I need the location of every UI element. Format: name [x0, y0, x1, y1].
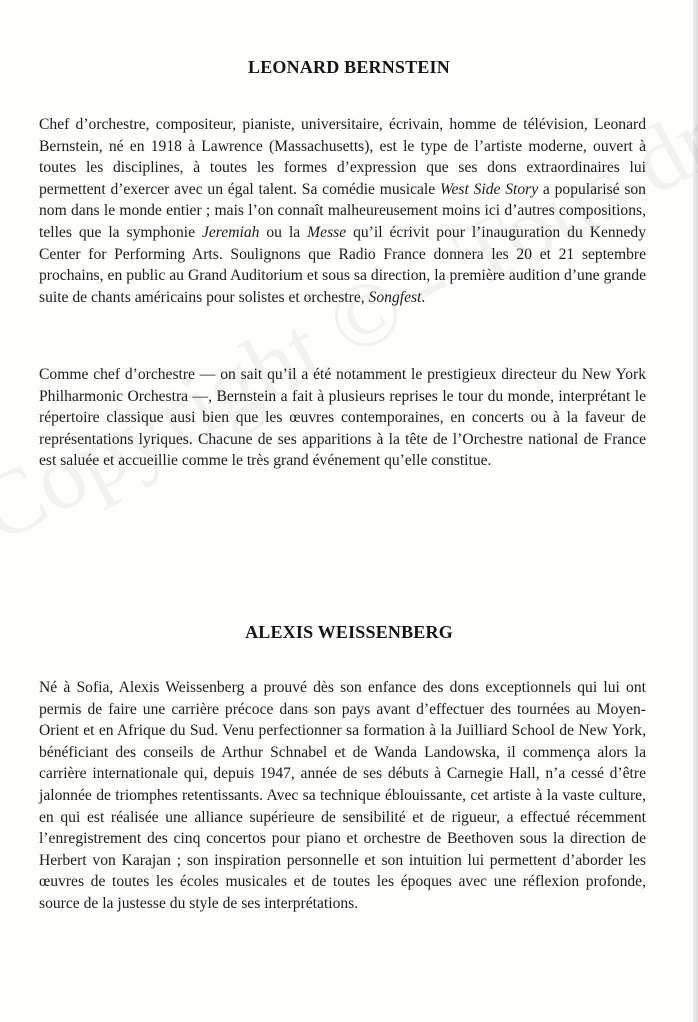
section-title-weissenberg: ALEXIS WEISSENBERG	[245, 622, 453, 642]
section-title-bernstein: LEONARD BERNSTEIN	[248, 57, 450, 77]
paragraph-text: Chef d’orchestre, compositeur, pianiste, universitaire, écrivain, homme de télévision, Leonard Bernstein, né en 1918 à Lawrence (Massachusetts), est le type de l’artiste moderne, ouvert à toutes les disciplines, à toutes les formes d’expression que ses dons extraordinaires lui permettent d’exercer avec un égal talent. Sa comédie musicale	[39, 116, 646, 198]
paragraph-text: ou la	[259, 223, 308, 241]
weissenberg-paragraph-1	[39, 677, 646, 915]
italic-title-text: Messe	[307, 223, 347, 241]
page-edge-shadow	[693, 0, 698, 1022]
bernstein-paragraph-1	[39, 114, 646, 308]
bernstein-paragraph-2	[39, 364, 646, 472]
italic-title-text: Songfest	[368, 288, 422, 306]
paragraph-text: qu’il écrivit pour l’inauguration du Kennedy Center for Performing Arts. Soulignons que Radio France donnera les 20 et 21 septembre prochains, en public au Grand Auditorium et sous sa direction, la première audition d’une grande suite de chants américains pour solistes et orchestre,	[39, 223, 646, 306]
italic-title-text: Jeremiah	[201, 223, 260, 241]
italic-title-text: West Side Story	[439, 180, 539, 198]
paragraph-text: Comme chef d’orchestre — on sait qu’il a été notamment le prestigieux directeur du New York Philharmonic Orchestra —, Bernstein a fait à plusieurs reprises le tour du monde, interprétant le répertoire classique ausi bien que les œuvres contemporaines, en concerts ou à la faveur de représentations lyriques. Chacune de ses apparitions à la tête de l’Orchestre national de France est saluée et accueillie comme le très grand événement qu’elle constitue.	[39, 366, 646, 470]
paragraph-text: .	[421, 288, 426, 306]
paragraph-text: Né à Sofia, Alexis Weissenberg a prouvé dès son enfance des dons exceptionnels qui lui ont permis de faire une carrière précoce dans son pays avant d’effectuer des tournées au Moyen-Orient et en Afrique du Sud. Venu perfectionner sa formation à la Juilliard School de New York, bénéficiant des conseils de Arthur Schnabel et de Wanda Landowska, il commença alors la carrière internationale qui, depuis 1947, année de ses débuts à Carnegie Hall, n’a cessé d’être jalonnée de triomphes retentissants. Avec sa technique éblouissante, cet artiste à la vaste culture, en qui est réalisée une alliance supérieure de sensibilité et de rigueur, a effectué récemment l’enregistrement des cinq concertos pour piano et orchestre de Beethoven sous la direction de Herbert von Karajan ; son inspiration personnelle et son intuition lui permettent d’aborder les œuvres de toutes les écoles musicales et de toutes les époques avec une réflexion profonde, source de la justesse du style de ses interprétations.	[39, 679, 646, 912]
paragraph-text: a popularisé son nom dans le monde entier ; mais l’on connaît malheureusement moins ici d’autres compositions, telles que la symphonie	[39, 180, 646, 241]
